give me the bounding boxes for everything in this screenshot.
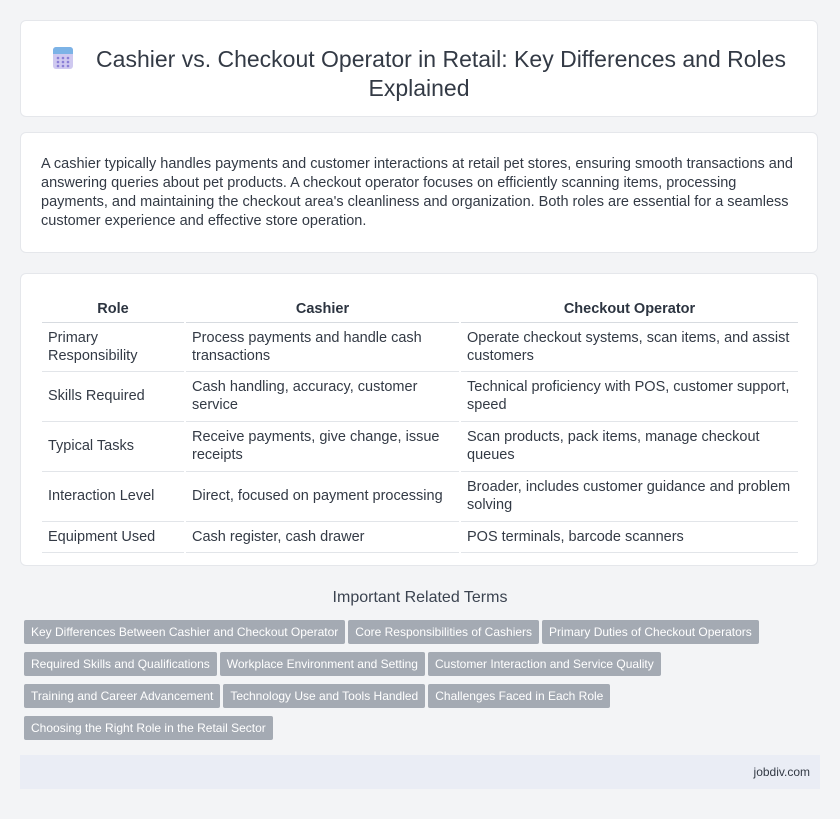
footer [20, 755, 820, 789]
table-cell: Receive payments, give change, issue receipts [185, 422, 460, 472]
related-term-tag[interactable]: Primary Duties of Checkout Operators [542, 620, 759, 644]
table-row [42, 422, 798, 472]
table-cell: Broader, includes customer guidance and problem solving [460, 472, 798, 522]
calculator-icon [52, 46, 74, 70]
table-row [42, 472, 798, 522]
related-term-tag[interactable]: Workplace Environment and Setting [220, 652, 425, 676]
table-cell: Cash register, cash drawer [185, 522, 460, 553]
comparison-table [42, 294, 798, 553]
related-term-tag[interactable]: Training and Career Advancement [24, 684, 220, 708]
header-card [20, 20, 818, 117]
table-cell: Direct, focused on payment processing [185, 472, 460, 522]
comparison-table-card [20, 273, 818, 566]
related-term-tag[interactable]: Required Skills and Qualifications [24, 652, 217, 676]
table-cell: Operate checkout systems, scan items, and assist customers [460, 323, 798, 372]
table-row [42, 372, 798, 422]
related-term-tag[interactable]: Technology Use and Tools Handled [223, 684, 425, 708]
table-cell: Process payments and handle cash transactions [185, 323, 460, 372]
table-row [42, 522, 798, 553]
page-title-text: Cashier vs. Checkout Operator in Retail: Key Differences and Roles Explained [96, 46, 786, 101]
table-cell: Equipment Used [42, 522, 185, 553]
related-terms-tags [24, 620, 814, 748]
column-header-role: Role [42, 294, 185, 323]
related-term-tag[interactable]: Core Responsibilities of Cashiers [348, 620, 539, 644]
column-header-checkout-operator: Checkout Operator [460, 294, 798, 323]
page-title [45, 45, 793, 103]
table-header-row [42, 294, 798, 323]
related-term-tag[interactable]: Customer Interaction and Service Quality [428, 652, 661, 676]
table-cell: POS terminals, barcode scanners [460, 522, 798, 553]
related-terms-title: Important Related Terms [332, 589, 508, 606]
related-term-tag[interactable]: Key Differences Between Cashier and Checkout Operator [24, 620, 345, 644]
table-cell: Typical Tasks [42, 422, 185, 472]
table-cell: Scan products, pack items, manage checkout queues [460, 422, 798, 472]
footer-site-link[interactable]: jobdiv.com [753, 765, 810, 779]
table-cell: Primary Responsibility [42, 323, 185, 372]
table-cell: Technical proficiency with POS, customer support, speed [460, 372, 798, 422]
intro-paragraph: A cashier typically handles payments and customer interactions at retail pet stores, ensuring smooth transactions and answering queries about pet products. A checkout operator focuses on efficiently scanning items, processing payments, and maintaining the checkout area's cleanliness and organization. Both roles are essential for a seamless customer experience and effective store operation. [41, 156, 793, 229]
table-cell: Cash handling, accuracy, customer service [185, 372, 460, 422]
related-term-tag[interactable]: Challenges Faced in Each Role [428, 684, 610, 708]
table-row [42, 323, 798, 372]
table-cell: Interaction Level [42, 472, 185, 522]
related-term-tag[interactable]: Choosing the Right Role in the Retail Sector [24, 716, 273, 740]
column-header-cashier: Cashier [185, 294, 460, 323]
table-cell: Skills Required [42, 372, 185, 422]
intro-card [20, 132, 818, 253]
